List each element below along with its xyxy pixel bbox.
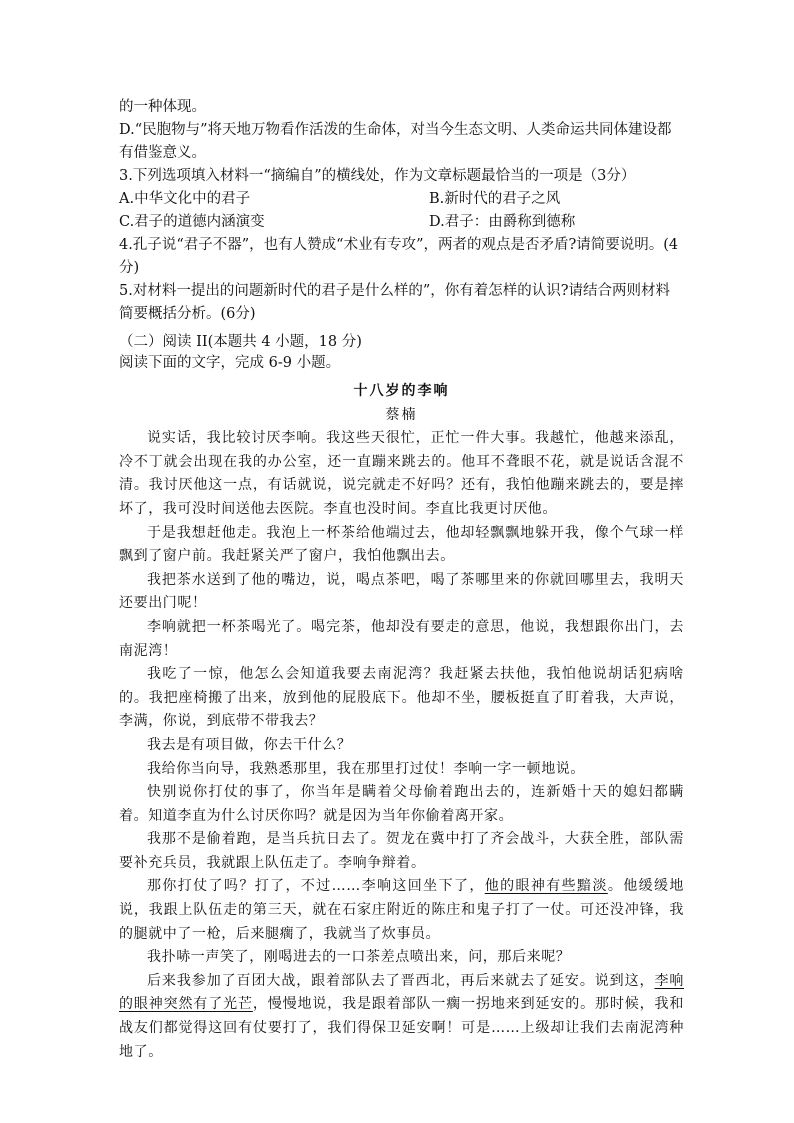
reading-section-heading — [119, 332, 684, 374]
story-paragraph: 李响就把一杯茶喝光了。喝完茶，他却没有要走的意思，他说，我想跟你出门，去南泥湾！ — [119, 618, 684, 659]
prev-text-line: 的一种体现。 — [119, 99, 206, 115]
section-heading: （二）阅读 II(本题共 4 小题，18 分) — [119, 334, 362, 350]
story-paragraph: 快别说你打仗的事了，你当年是瞒着父母偷着跑出去的，连新婚十天的媳妇都瞒着。知道李直为什么讨厌你吗？就是因为当年你偷着离开家。 — [119, 784, 684, 824]
questions-section — [119, 96, 684, 326]
p10-text-a: 那你打仗了吗？打了，不过……李响这回坐下了， — [147, 878, 485, 895]
story-paragraph: 我去是有项目做，你去干什么？ — [147, 736, 352, 753]
q3-option-b: B.新时代的君子之风 — [429, 191, 561, 207]
q3-options-row-2 — [119, 211, 684, 234]
story-paragraph: 我那不是偷着跑，是当兵抗日去了。贺龙在冀中打了齐会战斗，大获全胜，部队需要补充兵员，我就跟上队伍走了。李响争辩着。 — [119, 831, 684, 871]
q3-option-c: C.君子的道德内涵演变 — [119, 214, 265, 230]
p12-text-b: ，慢慢地说，我是跟着部队一瘸一拐地来到延安的。那时候，我和战友们都觉得这回有仗要打了，我们得保卫延安啊！可是……上级却让我们去南泥湾种地了。 — [119, 996, 684, 1060]
underlined-phrase-2: 李响的眼神突然有了光芒 — [119, 972, 684, 1013]
question-3: 3.下列选项填入材料一“摘编自”的横线处，作为文章标题最恰当的一项是（3分） — [119, 168, 636, 184]
story-article — [119, 380, 684, 1064]
q3-options-row-1 — [119, 188, 684, 211]
story-paragraph — [119, 875, 684, 946]
story-paragraph: 我吃了一惊，他怎么会知道我要去南泥湾？我赶紧去扶他，我怕他说胡话犯病啥的。我把座椅搬了出来，放到他的屁股底下。他却不坐，腰板挺直了盯着我，大声说，李满，你说，到底带不带我去？ — [119, 666, 684, 730]
story-author: 蔡楠 — [385, 406, 418, 423]
section-instruction: 阅读下面的文字，完成 6-9 小题。 — [119, 355, 341, 371]
q3-option-a: A.中华文化中的君子 — [119, 191, 251, 207]
q3-option-d: D.君子：由爵称到德称 — [429, 214, 576, 230]
story-paragraph: 我把茶水送到了他的嘴边，说，喝点茶吧，喝了茶哪里来的你就回哪里去，我明天还要出门呢！ — [119, 571, 684, 612]
story-paragraph: 于是我想赶他走。我泡上一杯茶给他端过去，他却轻飘飘地躲开我，像个气球一样飘到了窗户前。我赶紧关严了窗户，我怕他飘出去。 — [119, 524, 684, 565]
story-paragraph — [119, 970, 684, 1064]
p10-text-b: 。他缓缓地说，我跟上队伍走的第三天，就在石家庄附近的陈庄和鬼子打了一仗。可还没冲锋，我的腿就中了一枪，后来腿瘸了，我就当了炊事员。 — [119, 878, 684, 942]
question-4: 4.孔子说“君子不器”，也有人赞成“术业有专攻”，两者的观点是否矛盾?请简要说明。(4分) — [119, 237, 679, 276]
question-5: 5.对材料一提出的问题新时代的君子是什么样的”，你有着怎样的认识?请结合两则材料简要概括分析。(6分) — [119, 283, 671, 322]
p12-text-a: 后来我参加了百团大战，跟着部队去了晋西北，再后来就去了延安。说到这， — [147, 972, 655, 989]
underlined-phrase-1: 他的眼神有些黯淡 — [484, 878, 608, 895]
option-d-text: D.“民胞物与”将天地万物看作活泼的生命体，对当今生态文明、人类命运共同体建设都有借鉴意义。 — [119, 122, 672, 161]
story-title: 十八岁的李响 — [353, 383, 450, 399]
story-paragraph: 说实话，我比较讨厌李响。我这些天很忙，正忙一件大事。我越忙，他越来添乱，冷不丁就会出现在我的办公室，还一直蹦来跳去的。他耳不聋眼不花，就是说话含混不清。我讨厌他这一点，有话就说，说完就走不好吗？还有，我怕他蹦来跳去的，要是摔坏了，我可没时间送他去医院。李直也没时间。李直比我更讨厌他。 — [119, 430, 684, 517]
story-paragraph: 我扑哧一声笑了，刚喝进去的一口茶差点喷出来，问，那后来呢？ — [147, 949, 571, 966]
story-paragraph: 我给你当向导，我熟悉那里，我在那里打过仗！李响一字一顿地说。 — [147, 760, 585, 777]
